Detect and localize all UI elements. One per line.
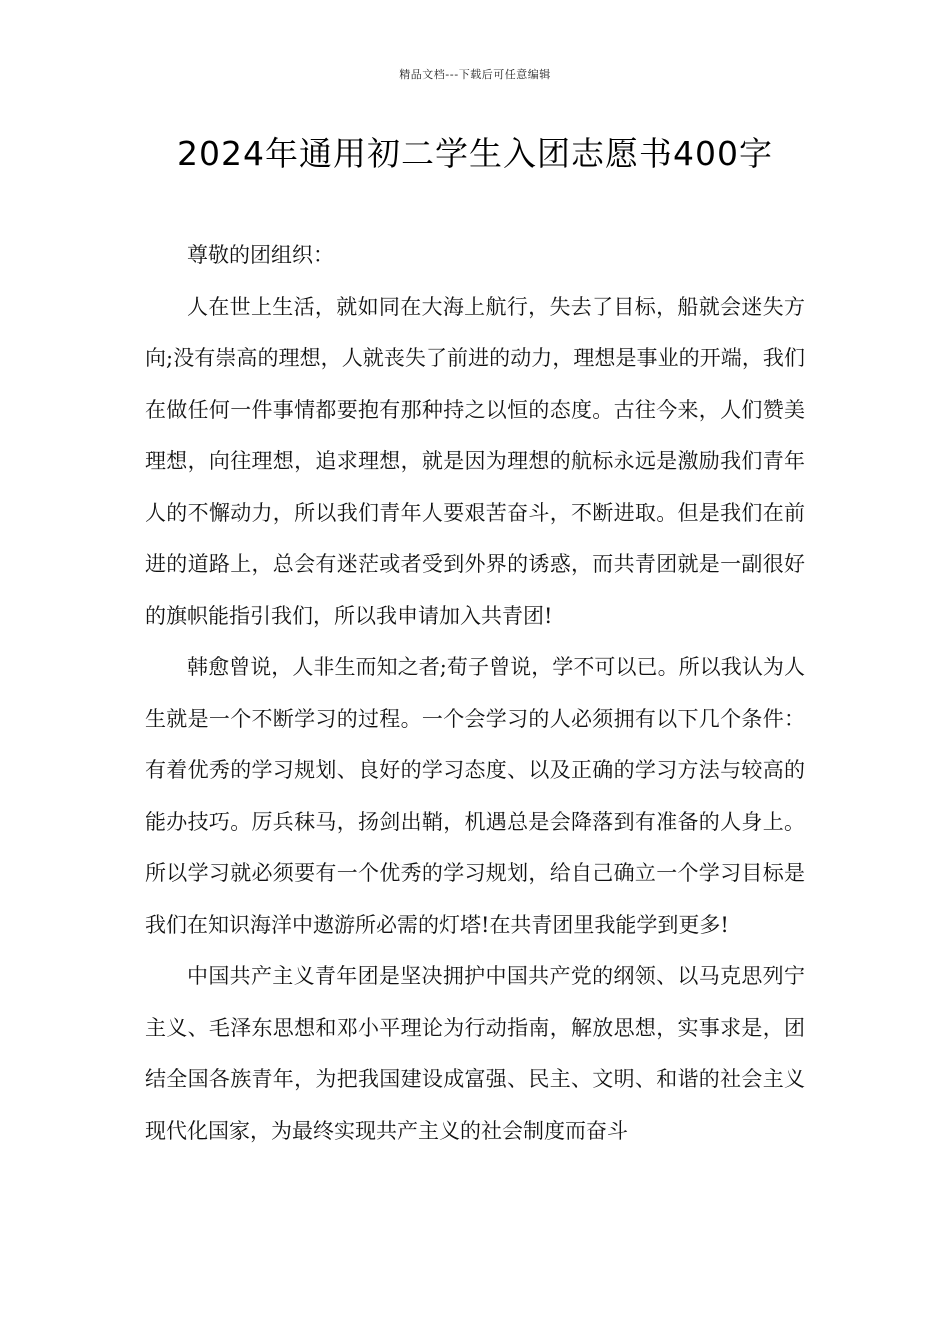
- document-body: [145, 230, 805, 1157]
- paragraph-1: 人在世上生活，就如同在大海上航行，失去了目标，船就会迷失方向;没有崇高的理想，人就丧失了前进的动力，理想是事业的开端，我们在做任何一件事情都要抱有那种持之以恒的态度。古往今来，人们赞美理想，向往理想，追求理想，就是因为理想的航标永远是激励我们青年人的不懈动力，所以我们青年人要艰苦奋斗，不断进取。但是我们在前进的道路上，总会有迷茫或者受到外界的诱惑，而共青团就是一副很好的旗帜能指引我们，所以我申请加入共青团!: [145, 294, 805, 628]
- document-title: 2024年通用初二学生入团志愿书400字: [177, 134, 773, 173]
- paragraph-3: 中国共产主义青年团是坚决拥护中国共产党的纲领、以马克思列宁主义、毛泽东思想和邓小平理论为行动指南，解放思想，实事求是，团结全国各族青年，为把我国建设成富强、民主、文明、和谐的社会主义现代化国家，为最终实现共产主义的社会制度而奋斗: [145, 964, 805, 1143]
- header-note: 精品文档---下载后可任意编辑: [399, 68, 551, 81]
- paragraph-2: 韩愈曾说，人非生而知之者;荀子曾说，学不可以已。所以我认为人生就是一个不断学习的过程。一个会学习的人必须拥有以下几个条件：有着优秀的学习规划、良好的学习态度、以及正确的学习方法与较高的能办技巧。厉兵秣马，扬剑出鞘，机遇总是会降落到有准备的人身上。所以学习就必须要有一个优秀的学习规划，给自己确立一个学习目标是我们在知识海洋中遨游所必需的灯塔!在共青团里我能学到更多!: [145, 655, 805, 937]
- salutation: 尊敬的团组织：: [187, 243, 334, 267]
